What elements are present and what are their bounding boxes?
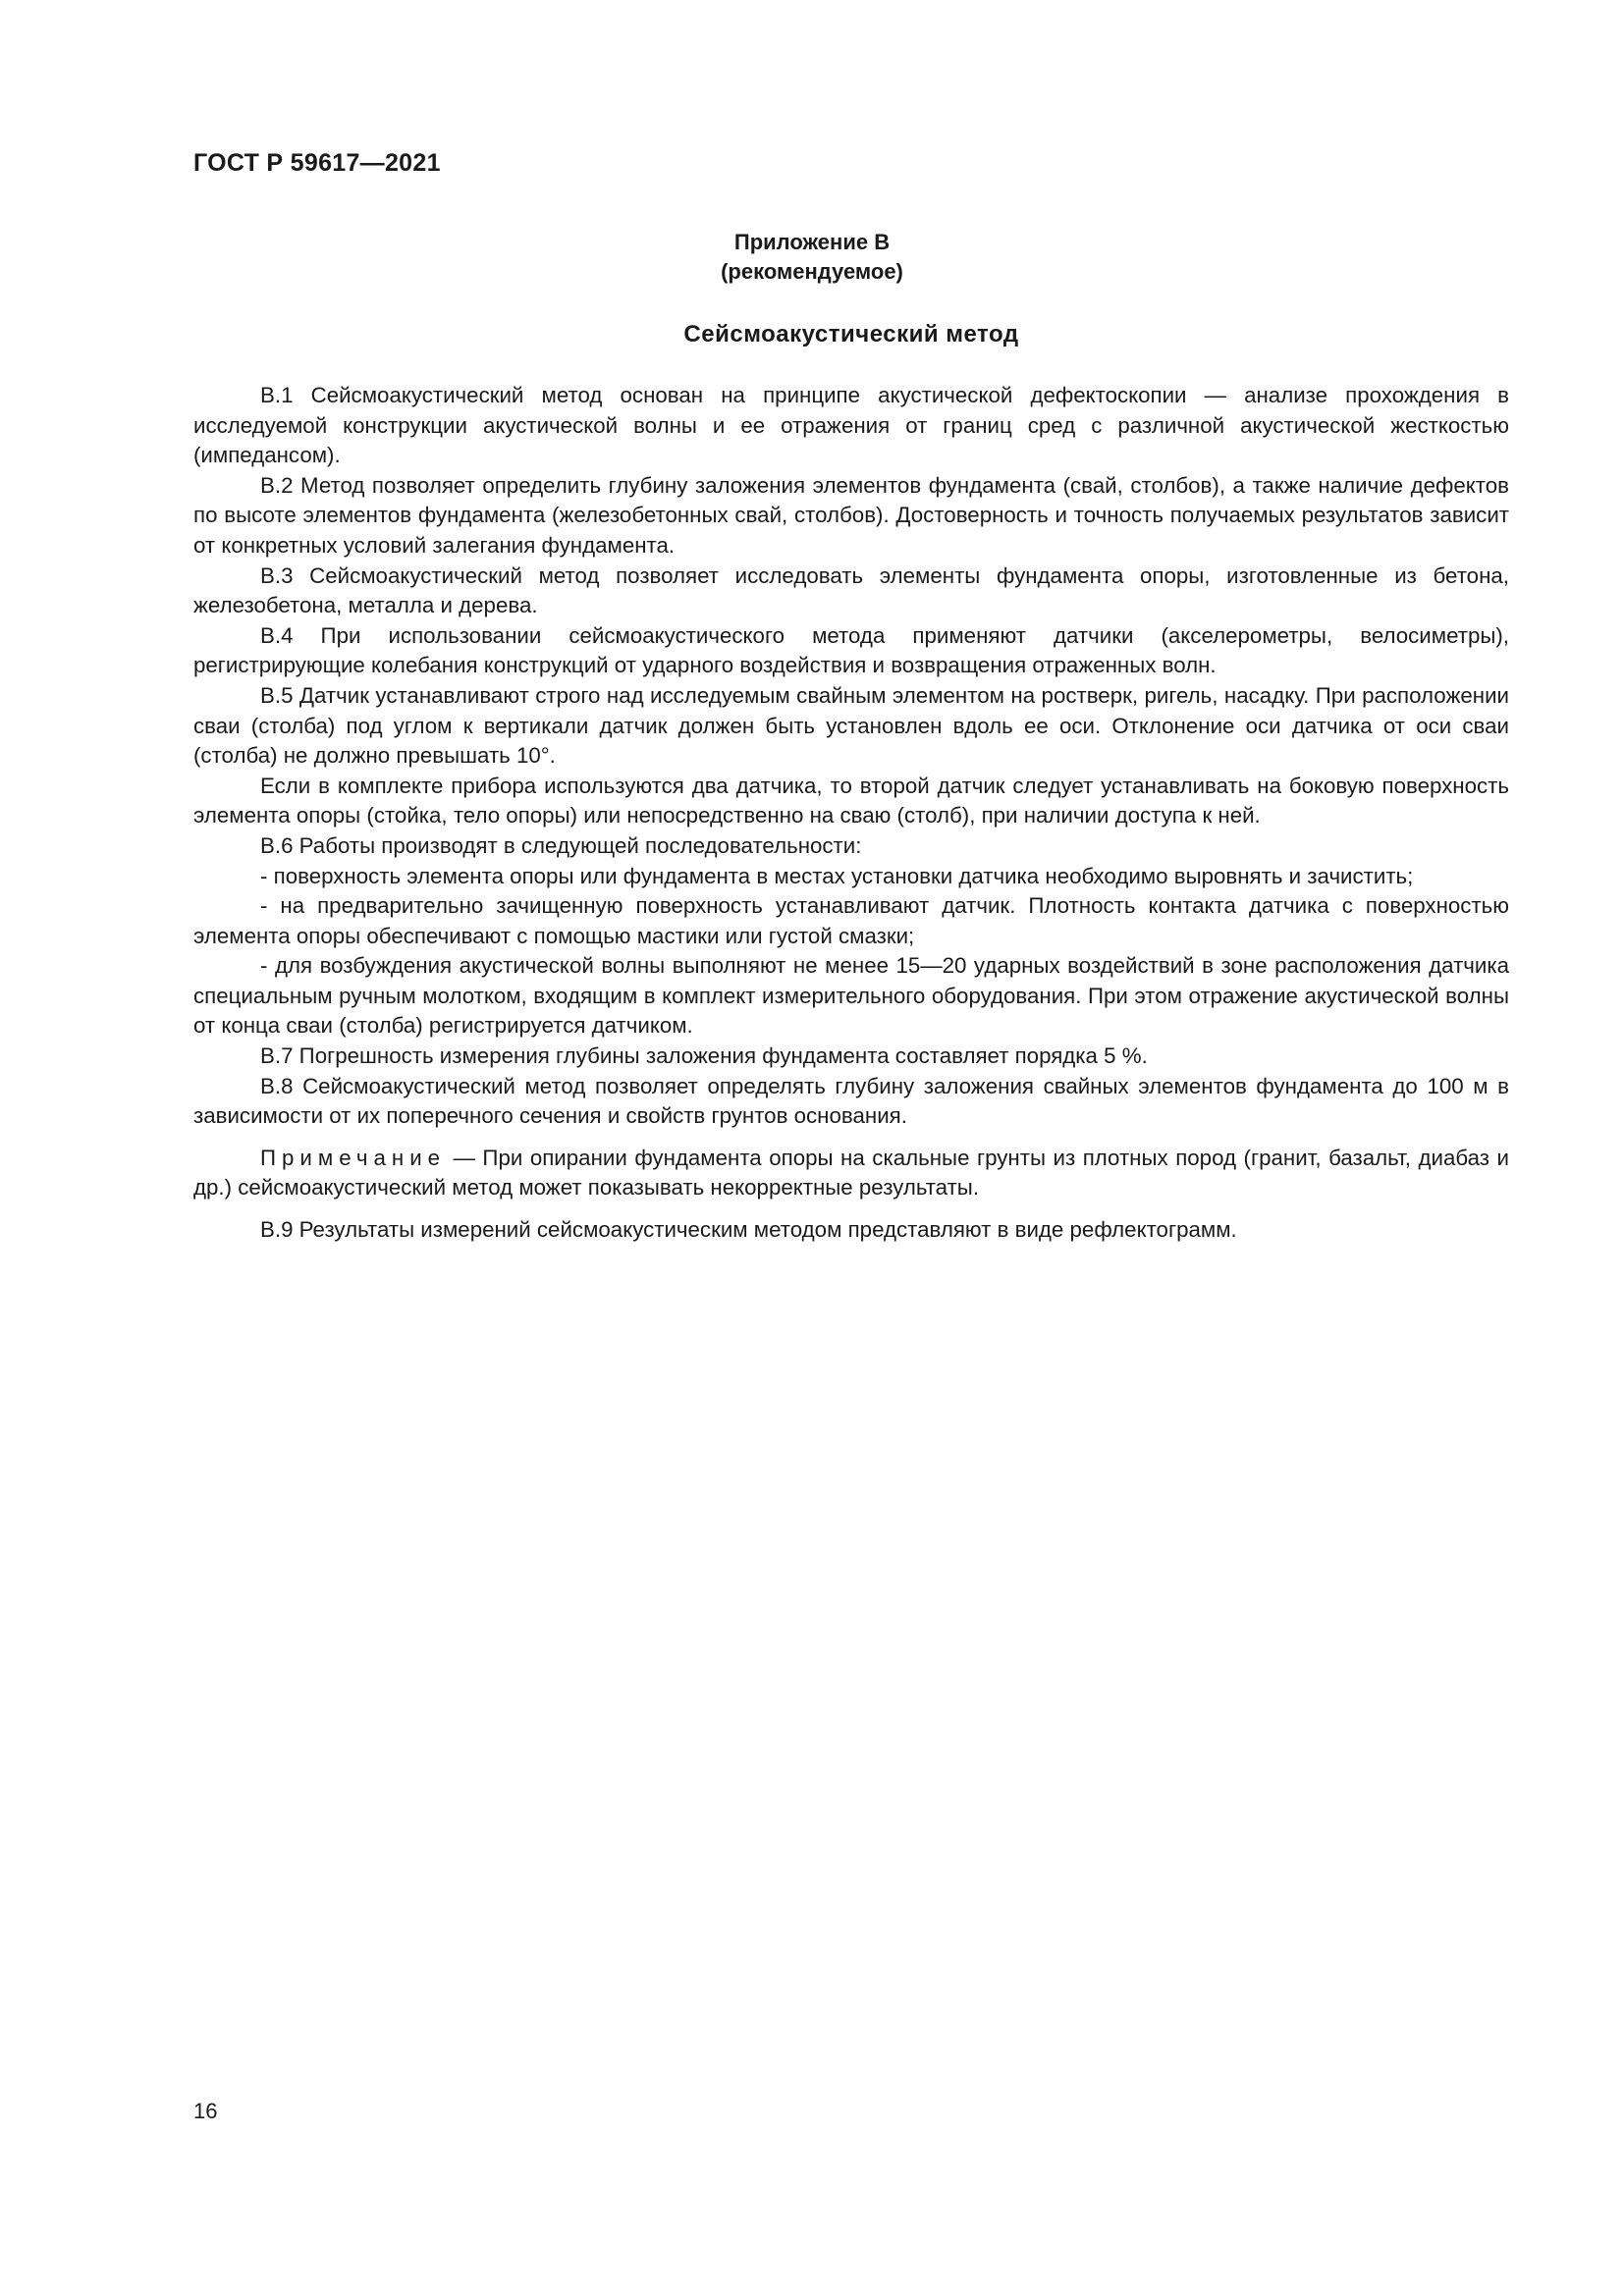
list-item-sensor-install: - на предварительно зачищенную поверхность устанавливают датчик. Плотность контакта датчика с поверхностью элемента опоры обеспечивают с помощью мастики или густой смазки;: [193, 893, 1509, 948]
paragraph-b7: В.7 Погрешность измерения глубины заложения фундамента составляет порядка 5 %.: [260, 1043, 1148, 1069]
list-item-excitation: - для возбуждения акустической волны выполняют не менее 15—20 ударных воздействий в зоне расположения датчика специальным ручным молотком, входящим в комплект измерительного оборудования. При этом отражение акустической волны от конца сваи (столба) регистрируется датчиком.: [193, 953, 1509, 1039]
paragraph-b4: В.4 При использовании сейсмоакустического метода применяют датчики (акселерометры, велосиметры), регистрирующие колебания конструкций от ударного воздействия и возвращения отраженных волн.: [193, 622, 1509, 678]
note: [193, 1144, 1509, 1203]
document-body: [193, 381, 1509, 1246]
appendix-heading: [118, 228, 1506, 287]
paragraph-b8: В.8 Сейсмоакустический метод позволяет определять глубину заложения свайных элементов фундамента до 100 м в зависимости от их поперечного сечения и свойств грунтов основания.: [193, 1073, 1509, 1129]
paragraph-b1: В.1 Сейсмоакустический метод основан на принципе акустической дефектоскопии — анализе прохождения в исследуемой конструкции акустической волны и ее отражения от границ сред с различной акустической жесткостью (импедансом).: [193, 383, 1509, 468]
list-item-surface-prep: - поверхность элемента опоры или фундамента в местах установки датчика необходимо выровнять и зачистить;: [260, 863, 1414, 888]
paragraph-b6: В.6 Работы производят в следующей последовательности:: [260, 832, 862, 858]
note-label: Примечание: [260, 1145, 447, 1170]
appendix-status: (рекомендуемое): [721, 259, 903, 284]
paragraph-b5-sensors: Если в комплекте прибора используются два датчика, то второй датчик следует устанавливать на боковую поверхность элемента опоры (стойка, тело опоры) или непосредственно на сваю (столб), при наличии доступа к ней.: [193, 773, 1509, 828]
page-number: 16: [193, 2099, 218, 2123]
paragraph-b5: В.5 Датчик устанавливают строго над исследуемым свайным элементом на ростверк, ригель, насадку. При расположении сваи (столба) под углом к вертикали датчик должен быть установлен вдоль ее оси. Отклонение оси датчика от оси сваи (столба) не должно превышать 10°.: [193, 682, 1509, 769]
section-title: Сейсмоакустический метод: [683, 321, 1019, 347]
appendix-title: Приложение В: [733, 230, 891, 254]
paragraph-b2: В.2 Метод позволяет определить глубину заложения элементов фундамента (свай, столбов), а также наличие дефектов по высоте элементов фундамента (железобетонных свай, столбов). Достоверность и точность получаемых результатов зависит от конкретных условий залегания фундамента.: [193, 472, 1509, 558]
paragraph-b3: В.3 Сейсмоакустический метод позволяет исследовать элементы фундамента опоры, изготовленные из бетона, железобетона, металла и дерева.: [193, 562, 1509, 618]
document-code: ГОСТ Р 59617—2021: [193, 149, 441, 177]
note-text: — При опирании фундамента опоры на скальные грунты из плотных пород (гранит, базальт, диабаз и др.) сейсмоакустический метод может показывать некорректные результаты.: [193, 1145, 1509, 1201]
paragraph-b9: В.9 Результаты измерений сейсмоакустическим методом представляют в виде рефлектограмм.: [260, 1217, 1237, 1243]
